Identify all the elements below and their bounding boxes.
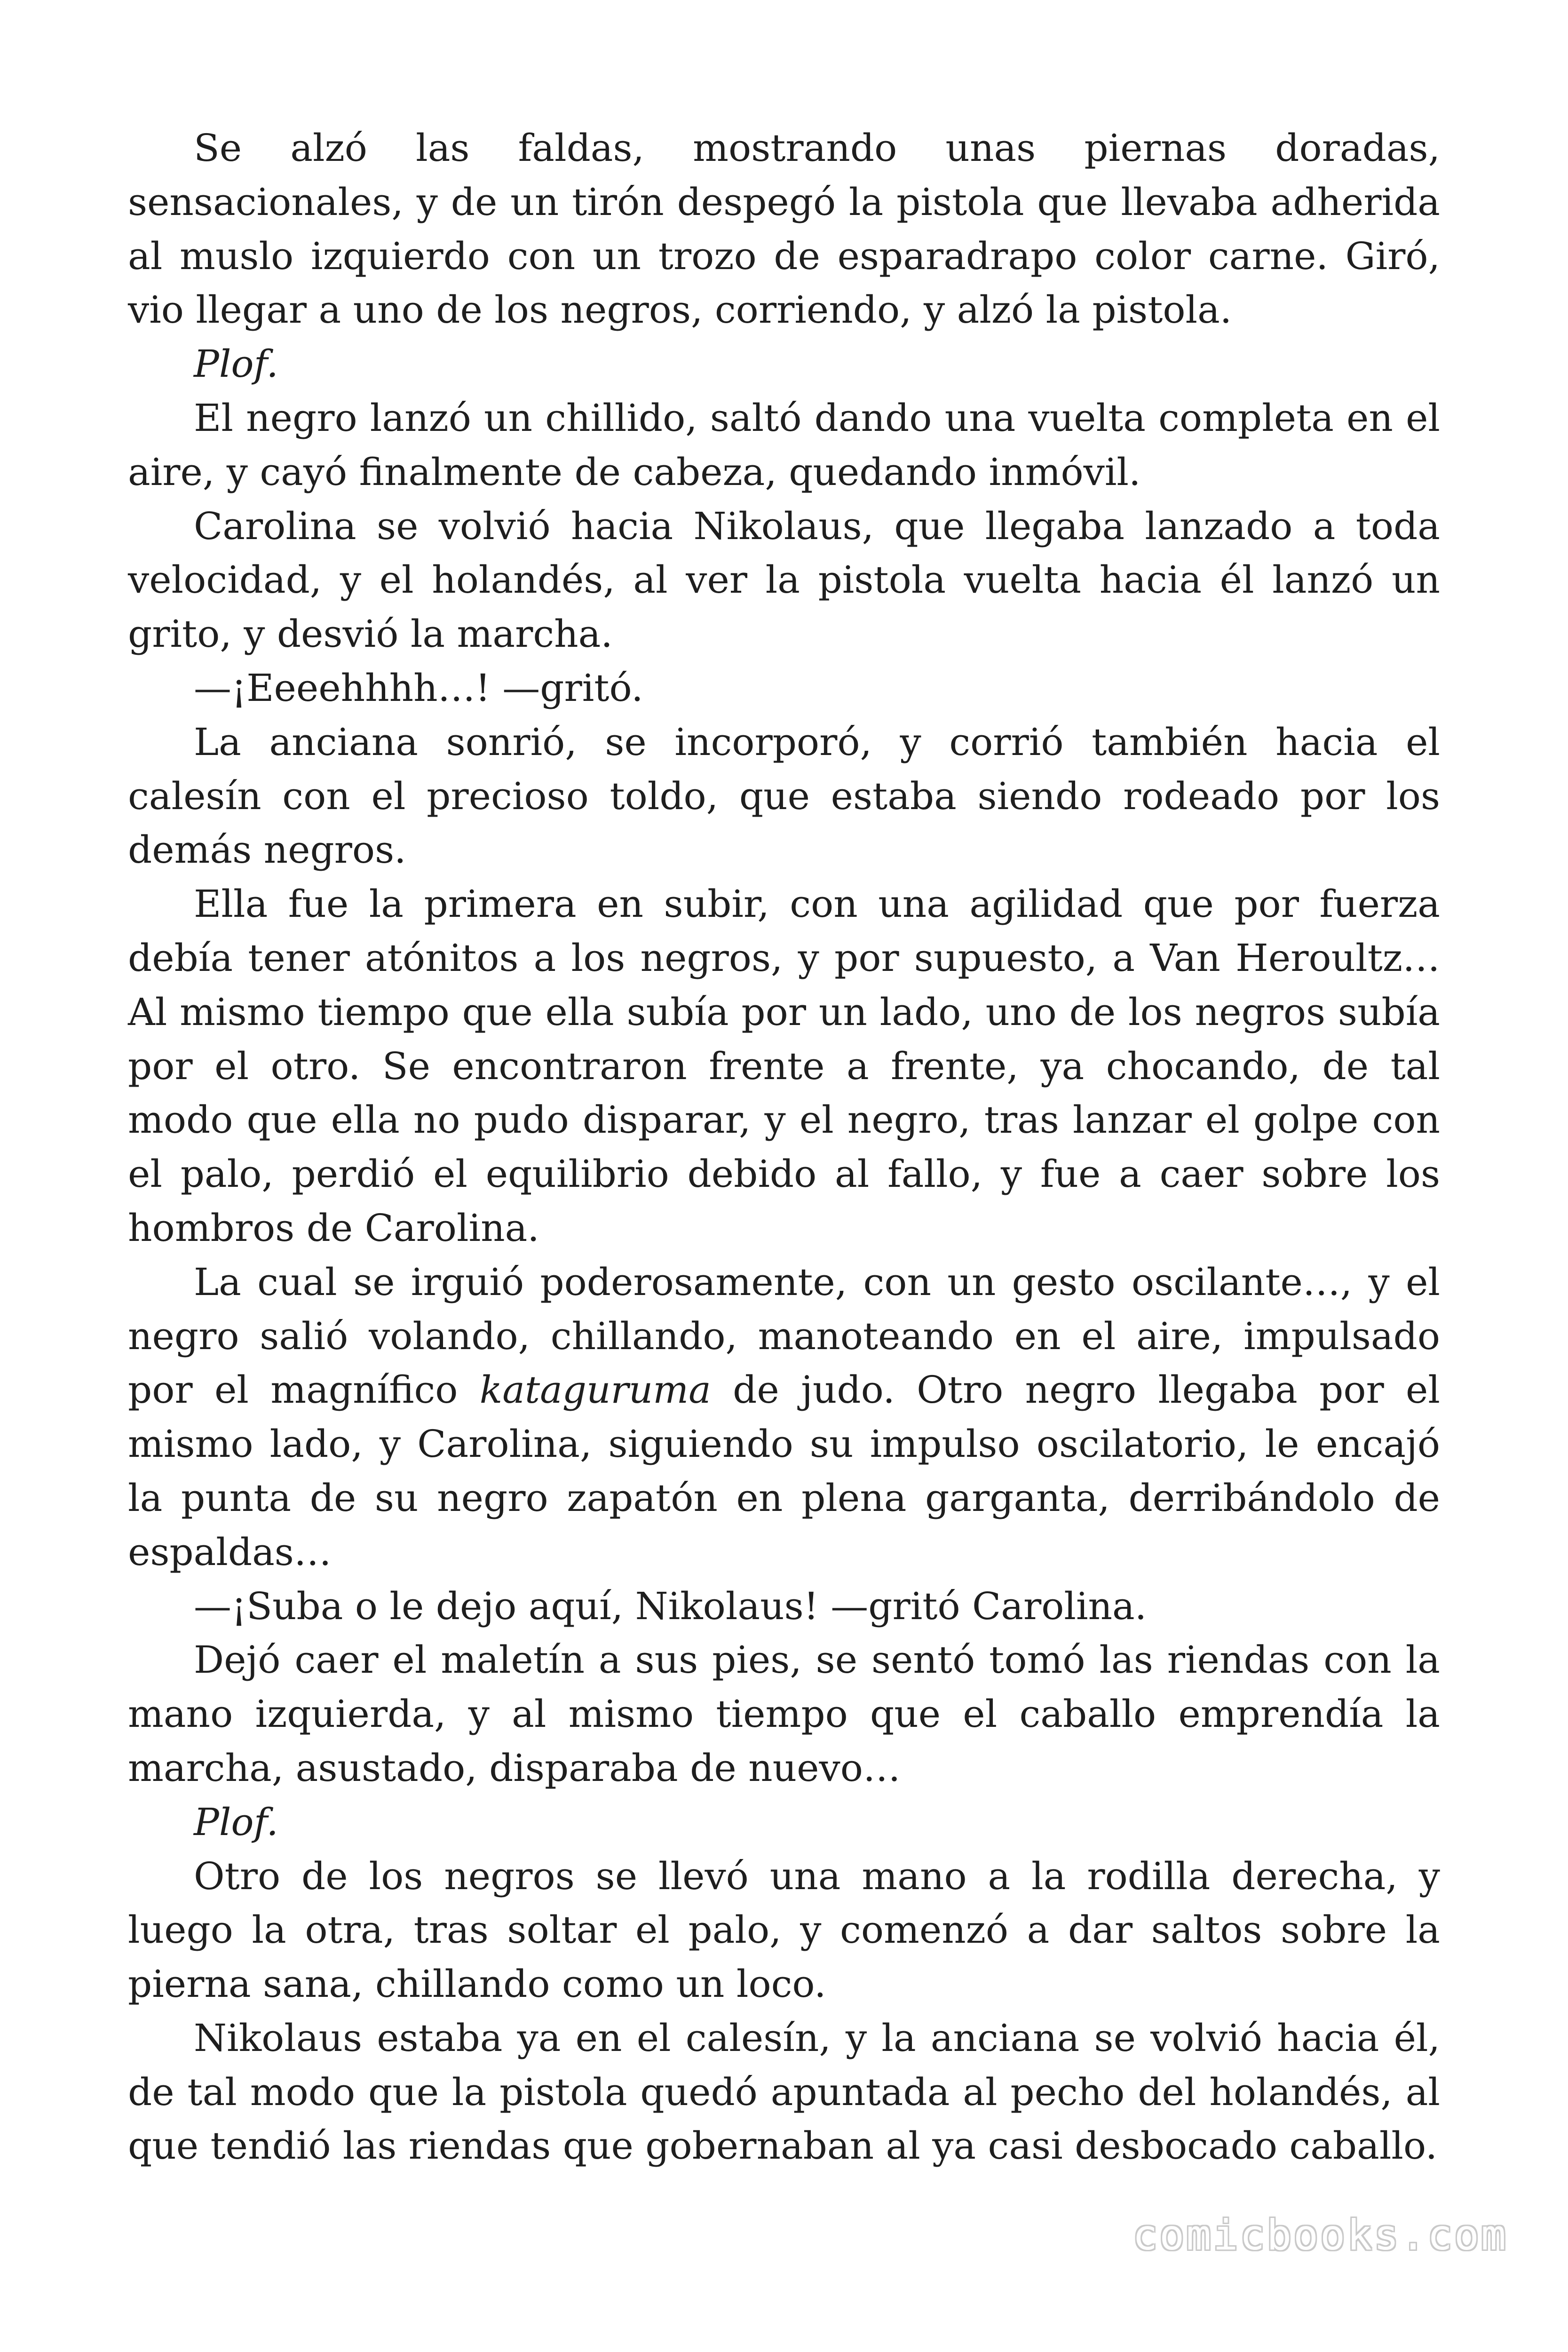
paragraph-10: Dejó caer el maletín a sus pies, se sentó tomó las riendas con la mano izquierda, y al mismo tiempo que el caballo emprendía la marcha, asustado, disparaba de nuevo…: [128, 1638, 1440, 1790]
paragraph-11-plof: [128, 1796, 1440, 1850]
paragraph-4: Carolina se volvió hacia Nikolaus, que llegaba lanzado a toda velocidad, y el holandés, al ver la pistola vuelta hacia él lanzó un grito, y desvió la marcha.: [128, 504, 1440, 656]
watermark-logo: comicbooks.com: [1132, 2211, 1508, 2259]
paragraph-3: El negro lanzó un chillido, saltó dando una vuelta completa en el aire, y cayó finalmente de cabeza, quedando inmóvil.: [128, 396, 1440, 494]
paragraph-9-dialogue: —¡Suba o le dejo aquí, Nikolaus! —gritó Carolina.: [194, 1584, 1147, 1628]
paragraph-1: Se alzó las faldas, mostrando unas piernas doradas, sensacionales, y de un tirón despegó la pistola que llevaba adherida al muslo izquierdo con un trozo de esparadrapo color carne. Giró, vio llegar a uno de los negros, corriendo, y alzó la pistola.: [128, 126, 1440, 332]
body-text: [128, 121, 1440, 2173]
paragraph-7: Ella fue la primera en subir, con una agilidad que por fuerza debía tener atónitos a los negros, y por supuesto, a Van Heroultz… Al mismo tiempo que ella subía por un lado, uno de los negros subía por el otro. Se encontraron frente a frente, ya chocando, de tal modo que ella no pudo disparar, y el negro, tras lanzar el golpe con el palo, perdió el equilibrio debido al fallo, y fue a caer sobre los hombros de Carolina.: [128, 882, 1440, 1250]
paragraph-8: [128, 1255, 1440, 1580]
paragraph-6: La anciana sonrió, se incorporó, y corrió también hacia el calesín con el precioso toldo, que estaba siendo rodeado por los demás negros.: [128, 720, 1440, 872]
paragraph-5-dialogue: —¡Eeeehhhh…! —gritó.: [194, 666, 643, 710]
paragraph-2-plof: [128, 337, 1440, 391]
kataguruma-italic: kataguruma: [479, 1368, 711, 1412]
paragraph-8-before: La cual se irguió poderosamente, con un gesto oscilante…, y el negro salió volando, chillando, manoteando en el aire, impulsado por el magnífico: [128, 1260, 1440, 1412]
paragraph-8-after: de judo. Otro negro llegaba por el mismo lado, y Carolina, siguiendo su impulso oscilatorio, le encajó la punta de su negro zapatón en plena garganta, derribándolo de espaldas…: [128, 1368, 1440, 1574]
paragraph-12: Otro de los negros se llevó una mano a la rodilla derecha, y luego la otra, tras soltar el palo, y comenzó a dar saltos sobre la pierna sana, chillando como un loco.: [128, 1854, 1440, 2006]
plof-italic-2: Plof.: [194, 1800, 278, 1844]
plof-italic: Plof.: [194, 342, 278, 386]
paragraph-13: Nikolaus estaba ya en el calesín, y la anciana se volvió hacia él, de tal modo que la pistola quedó apuntada al pecho del holandés, al que tendió las riendas que gobernaban al ya casi desbocado caballo.: [128, 2016, 1440, 2168]
